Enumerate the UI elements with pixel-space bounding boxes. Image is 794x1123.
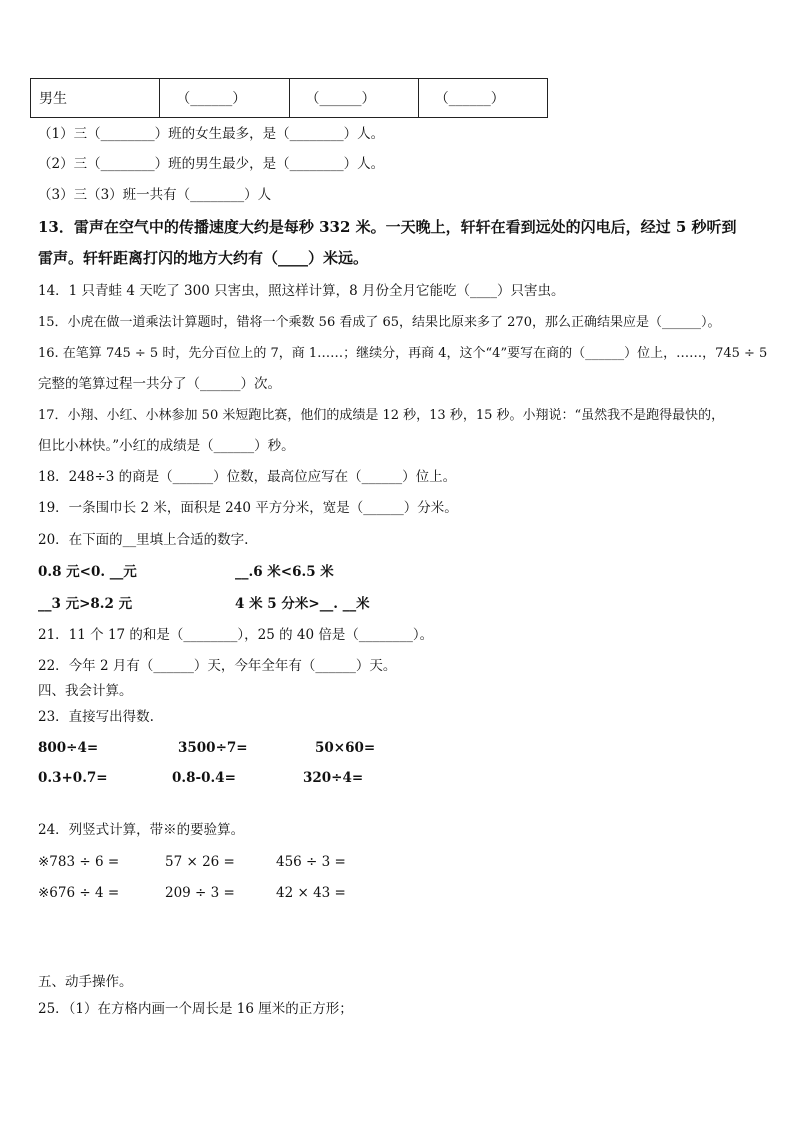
q23-r1-c3: 50×60= xyxy=(315,740,376,756)
q23-r2-c2: 0.8-0.4= xyxy=(172,770,236,786)
q19: 19．一条围巾长 2 米，面积是 240 平方分米，宽是（______）分米。 xyxy=(38,500,458,516)
q24-r2-c1: ※676 ÷ 4 = xyxy=(38,885,120,901)
q13-line2: 雷声。轩轩距离打闪的地方大约有（____）米远。 xyxy=(38,249,369,267)
section-4-heading: 四、我会计算。 xyxy=(38,683,133,699)
q20-item-a: 0.8 元<0. __元 xyxy=(38,564,137,580)
q25: 25．（1）在方格内画一个周长是 16 厘米的正方形； xyxy=(38,1001,353,1017)
q22: 22．今年 2 月有（______）天，今年全年有（______）天。 xyxy=(38,658,397,674)
q12-sub2: （2）三（________）班的男生最少，是（________）人。 xyxy=(38,156,385,172)
q12-sub1: （1）三（________）班的女生最多，是（________）人。 xyxy=(38,126,385,142)
section-5-heading: 五、动手操作。 xyxy=(38,974,133,990)
q15: 15．小虎在做一道乘法计算题时，错将一个乘数 56 看成了 65，结果比原来多了 270，那么正确结果应是（______）。 xyxy=(38,315,721,330)
score-table xyxy=(30,78,548,118)
q24-r2-c2: 209 ÷ 3 = xyxy=(165,885,235,901)
q23-title: 23．直接写出得数. xyxy=(38,709,154,725)
q13-line1: 13．雷声在空气中的传播速度大约是每秒 332 米。一天晚上，轩轩在看到远处的闪电后，经过 5 秒听到 xyxy=(38,218,737,236)
q17-line1: 17．小翔、小红、小林参加 50 米短跑比赛，他们的成绩是 12 秒，13 秒，15 秒。小翔说：“虽然我不是跑得最快的， xyxy=(38,408,725,423)
q24-r1-c1: ※783 ÷ 6 = xyxy=(38,854,120,870)
q24-title: 24．列竖式计算，带※的要验算。 xyxy=(38,822,245,838)
q23-r2-c1: 0.3+0.7= xyxy=(38,770,108,786)
q24-r1-c2: 57 × 26 = xyxy=(165,854,235,870)
q24-r2-c3: 42 × 43 = xyxy=(276,885,346,901)
row-label-boys: 男生 xyxy=(31,79,160,118)
blank-cell-3: （______） xyxy=(418,79,547,118)
q20-item-b: __.6 米<6.5 米 xyxy=(235,564,334,580)
table-row xyxy=(31,79,548,118)
q21: 21．11 个 17 的和是（________），25 的 40 倍是（________）。 xyxy=(38,627,434,643)
q17-line2: 但比小林快。”小红的成绩是（______）秒。 xyxy=(38,438,295,454)
q23-r1-c2: 3500÷7= xyxy=(178,740,248,756)
q20-title: 20．在下面的__里填上合适的数字. xyxy=(38,532,249,548)
q20-item-c: __3 元>8.2 元 xyxy=(38,596,133,612)
q24-r1-c3: 456 ÷ 3 = xyxy=(276,854,346,870)
blank-cell-2: （______） xyxy=(289,79,418,118)
q23-r1-c1: 800÷4= xyxy=(38,740,99,756)
q18: 18．248÷3 的商是（______）位数，最高位应写在（______）位上。 xyxy=(38,469,457,485)
q12-sub3: （3）三（3）班一共有（________）人 xyxy=(38,187,272,203)
q16-line1: 16. 在笔算 745 ÷ 5 时，先分百位上的 7，商 1……；继续分，再商 4，这个“4”要写在商的（______）位上，……，745 ÷ 5 xyxy=(38,346,768,361)
q23-r2-c3: 320÷4= xyxy=(303,770,364,786)
blank-cell-1: （______） xyxy=(160,79,289,118)
q14: 14．1 只青蛙 4 天吃了 300 只害虫，照这样计算，8 月份全月它能吃（____）只害虫。 xyxy=(38,283,565,299)
q20-item-d: 4 米 5 分米>__. __米 xyxy=(235,596,370,612)
q16-line2: 完整的笔算过程一共分了（______）次。 xyxy=(38,376,281,392)
